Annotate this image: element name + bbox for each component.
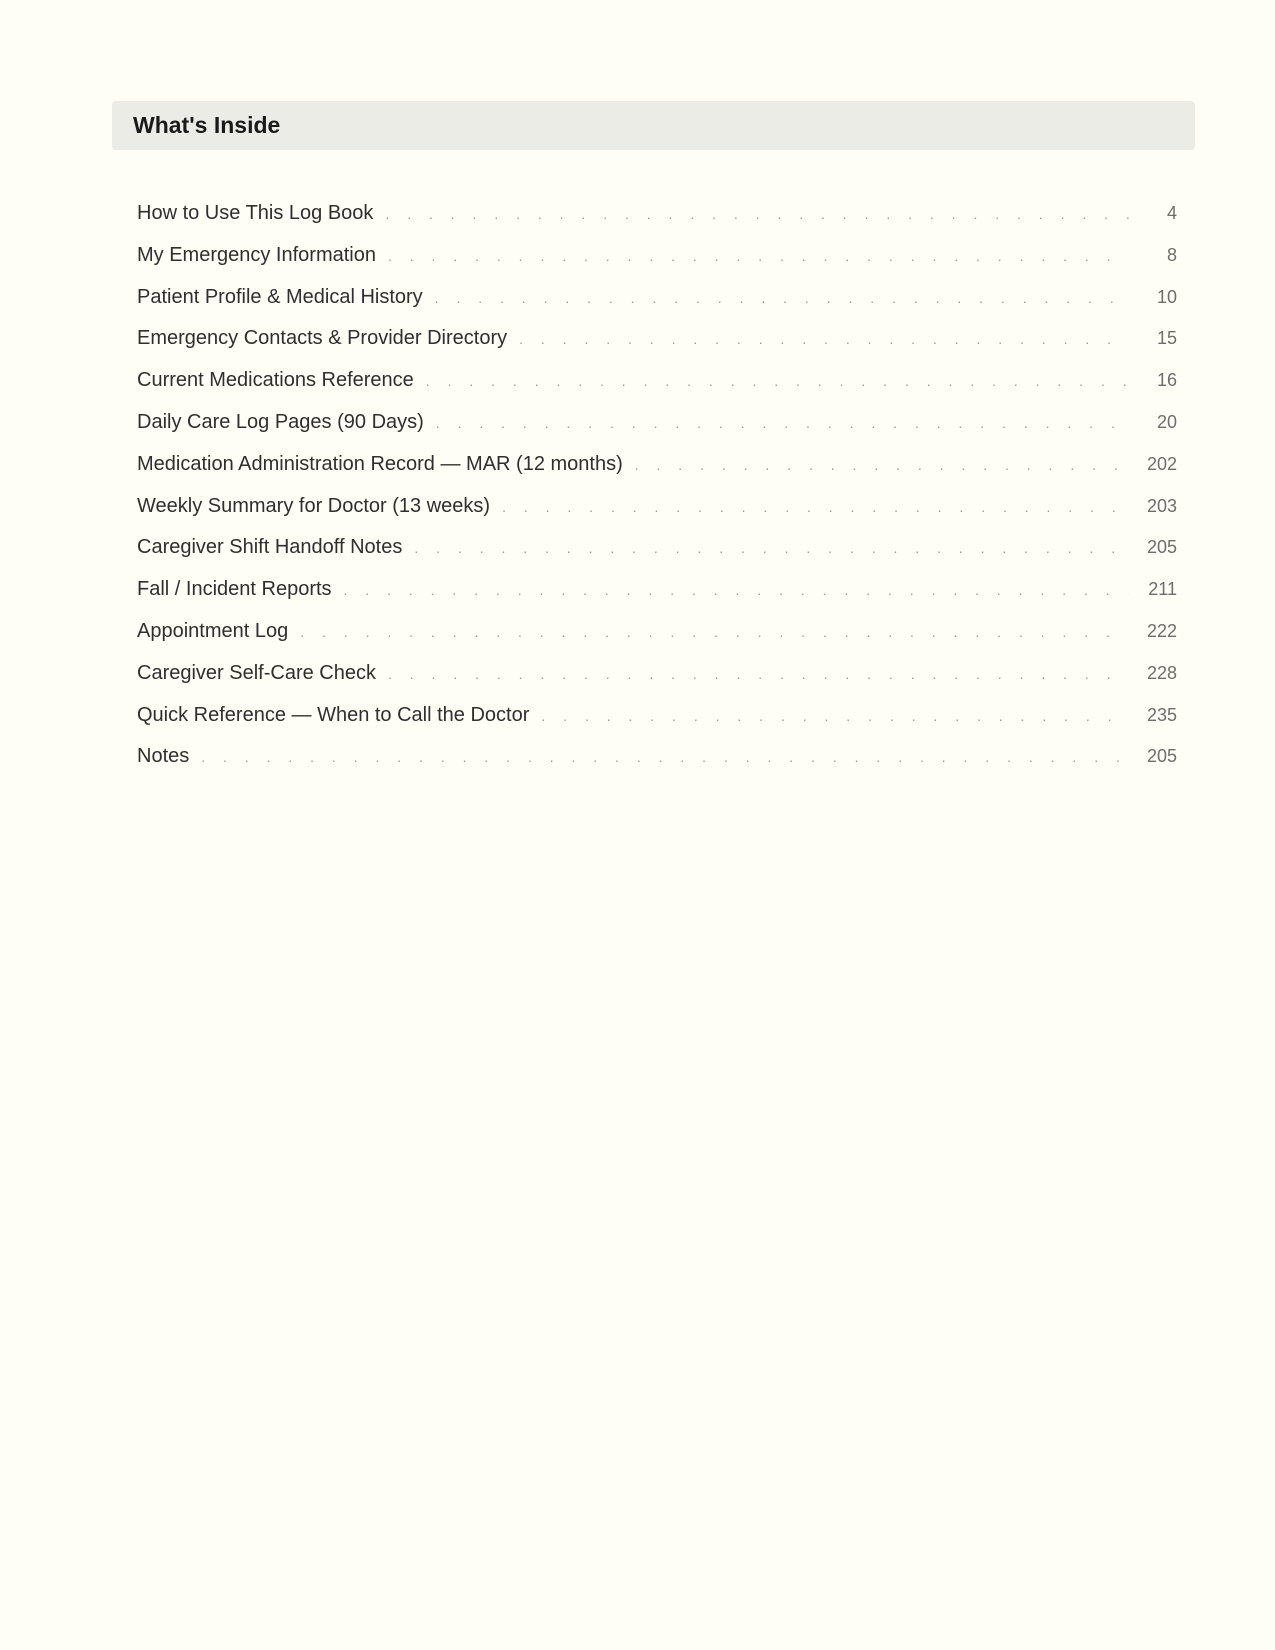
toc-entry-label: Quick Reference — When to Call the Doctor xyxy=(137,703,530,726)
toc-entry xyxy=(137,536,1177,578)
toc-entry-page: 10 xyxy=(1156,286,1177,307)
toc-entry-page: 8 xyxy=(1166,244,1177,265)
toc-entry xyxy=(137,745,1177,787)
toc-entry xyxy=(137,411,1177,453)
dot-leader xyxy=(436,415,1129,431)
toc-entry xyxy=(137,327,1177,369)
toc-entry-page: 228 xyxy=(1146,662,1177,683)
dot-leader xyxy=(502,499,1129,515)
toc-entry-label: Notes xyxy=(137,745,190,768)
toc-entry xyxy=(137,453,1177,495)
toc-entry-page: 16 xyxy=(1156,370,1177,391)
toc-entry-label: How to Use This Log Book xyxy=(137,202,374,224)
dot-leader xyxy=(635,457,1129,473)
dot-leader xyxy=(388,248,1129,264)
toc-entry-label: My Emergency Information xyxy=(137,243,376,266)
toc-entry xyxy=(137,704,1177,746)
dot-leader xyxy=(344,582,1129,598)
toc-entry-label: Caregiver Self-Care Check xyxy=(137,661,376,684)
toc-entry xyxy=(137,286,1177,328)
toc-entry-page: 15 xyxy=(1156,328,1177,349)
toc-entry-page: 205 xyxy=(1146,537,1177,558)
dot-leader xyxy=(300,624,1129,640)
dot-leader xyxy=(426,373,1129,389)
toc-entry-page: 211 xyxy=(1148,579,1177,600)
toc-entry xyxy=(137,244,1177,286)
toc-entry-page: 202 xyxy=(1146,453,1177,474)
dot-leader xyxy=(541,708,1129,724)
toc-entry-label: Daily Care Log Pages (90 Days) xyxy=(137,410,424,433)
toc-entry-label: Appointment Log xyxy=(137,619,289,642)
toc-entry xyxy=(137,495,1177,537)
toc-entry-label: Emergency Contacts & Provider Directory xyxy=(137,327,508,350)
toc-entry-page: 20 xyxy=(1156,411,1177,432)
toc-entry-page: 222 xyxy=(1146,620,1177,641)
dot-leader xyxy=(519,331,1129,347)
page-title: What's Inside xyxy=(133,112,281,138)
dot-leader xyxy=(414,540,1129,556)
toc-entry-page: 4 xyxy=(1166,203,1177,223)
toc-entry-page: 203 xyxy=(1146,495,1177,516)
dot-leader xyxy=(435,290,1129,306)
toc-entry-label: Medication Administration Record — MAR (12 months) xyxy=(137,452,623,475)
toc-entry-label: Current Medications Reference xyxy=(137,369,414,392)
toc-entry-label: Patient Profile & Medical History xyxy=(137,285,423,308)
toc-entry-label: Weekly Summary for Doctor (13 weeks) xyxy=(137,494,491,517)
dot-leader xyxy=(385,206,1129,222)
toc-entry xyxy=(137,202,1177,244)
toc-entry-page: 205 xyxy=(1146,746,1177,767)
toc-entry-page: 235 xyxy=(1146,704,1177,725)
toc-entry xyxy=(137,369,1177,411)
toc-entry xyxy=(137,662,1177,704)
dot-leader xyxy=(388,666,1129,682)
toc-entry-label: Fall / Incident Reports xyxy=(137,578,332,601)
dot-leader xyxy=(201,749,1129,765)
toc-entry xyxy=(137,578,1177,620)
table-of-contents xyxy=(137,202,1177,787)
section-title-bar xyxy=(112,101,1195,150)
toc-entry-label: Caregiver Shift Handoff Notes xyxy=(137,536,403,559)
toc-entry xyxy=(137,620,1177,662)
